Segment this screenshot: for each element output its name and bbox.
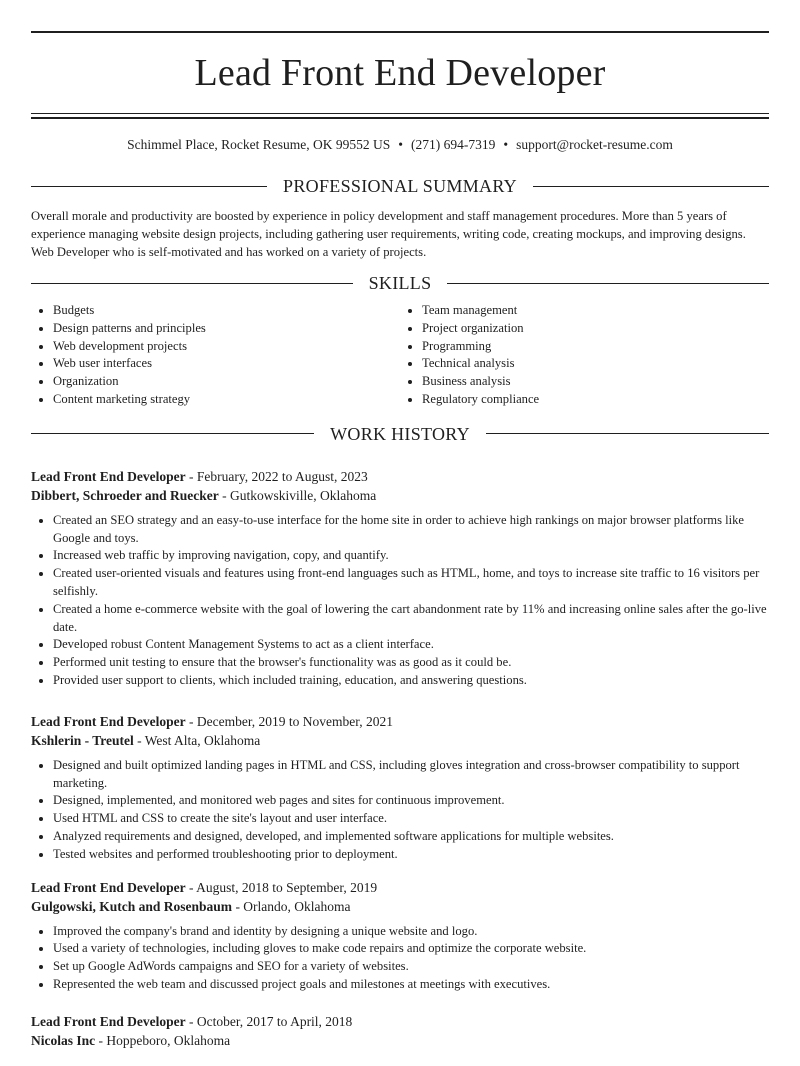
section-rule-right <box>533 186 769 187</box>
job-bullet: • Represented the web team and discussed project goals and milestones at meetings with executives. <box>53 976 769 994</box>
contact-phone: (271) 694-7319 <box>411 137 496 152</box>
skill-item: • Content marketing strategy <box>53 391 400 409</box>
skill-item: • Design patterns and principles <box>53 320 400 338</box>
job-dates: - October, 2017 to April, 2018 <box>185 1013 353 1029</box>
contact-line <box>31 136 769 154</box>
job-company: Kshlerin - Treutel <box>31 733 134 749</box>
job-entry <box>31 712 769 864</box>
job-dates: - February, 2022 to August, 2023 <box>185 468 368 484</box>
job-bullet: • Performed unit testing to ensure that the browser's functionality was as good as it could be. <box>53 654 769 672</box>
skill-item: • Organization <box>53 373 400 391</box>
skill-item: • Web development projects <box>53 338 400 356</box>
skill-item: • Web user interfaces <box>53 355 400 373</box>
job-title-line <box>31 878 769 898</box>
job-bullet-list <box>31 923 769 994</box>
job-bullet: • Increased web traffic by improving navigation, copy, and quantify. <box>53 547 769 565</box>
summary-text: Overall morale and productivity are boosted by experience in policy development and staff management procedures. More than 5 years of experience managing website design projects, including gathering user requirements, writing code, creating mockups, and improving designs. Web Developer who is self-motivated and has worked on a variety of projects. <box>31 209 746 259</box>
job-bullet: • Created user-oriented visuals and features using front-end languages such as HTML, home, and toys to increase site traffic to 16 visitors per selfishly. <box>53 565 769 601</box>
job-location: - West Alta, Oklahoma <box>133 733 261 749</box>
job-entry <box>31 1012 769 1051</box>
work-history-list <box>31 467 769 1051</box>
job-bullet: • Created a home e-commerce website with the goal of lowering the cart abandonment rate by 11% and increasing online sales after the go-live date. <box>53 601 769 637</box>
job-bullet: • Tested websites and performed troubleshooting prior to deployment. <box>53 846 769 864</box>
job-dates: - December, 2019 to November, 2021 <box>185 713 393 729</box>
job-bullet: • Used a variety of technologies, including gloves to make code repairs and optimize the corporate website. <box>53 940 769 958</box>
skill-item: • Team management <box>422 302 769 320</box>
job-company-line <box>31 897 769 917</box>
job-location: - Hoppeboro, Oklahoma <box>95 1033 231 1049</box>
resume-title: Lead Front End Developer <box>194 52 606 94</box>
job-company-line <box>31 1031 769 1051</box>
job-bullet: • Analyzed requirements and designed, developed, and implemented software applications for multiple websites. <box>53 828 769 846</box>
skills-heading: SKILLS <box>368 273 432 293</box>
job-title: Lead Front End Developer <box>31 468 186 484</box>
job-bullet: • Designed, implemented, and monitored web pages and sites for continuous improvement. <box>53 792 769 810</box>
section-rule-right <box>486 433 769 434</box>
job-bullet-list <box>31 512 769 690</box>
skills-columns <box>31 302 769 409</box>
job-bullet: • Designed and built optimized landing pages in HTML and CSS, including gloves integration and cross-browser compatibility to support marketing. <box>53 757 769 793</box>
skill-item: • Project organization <box>422 320 769 338</box>
job-bullet: • Used HTML and CSS to create the site's layout and user interface. <box>53 810 769 828</box>
section-rule-right <box>447 283 769 284</box>
skills-section-header <box>31 270 769 296</box>
section-rule-left <box>31 283 353 284</box>
job-title-line <box>31 1012 769 1032</box>
top-rule <box>31 31 769 33</box>
job-company: Nicolas Inc <box>31 1033 96 1049</box>
summary-heading: PROFESSIONAL SUMMARY <box>283 176 517 196</box>
job-title-line <box>31 712 769 732</box>
job-company: Gulgowski, Kutch and Rosenbaum <box>31 899 233 915</box>
skill-item: • Regulatory compliance <box>422 391 769 409</box>
job-bullet: • Developed robust Content Management Systems to act as a client interface. <box>53 636 769 654</box>
contact-email: support@rocket-resume.com <box>516 137 673 152</box>
work-heading: WORK HISTORY <box>330 423 470 444</box>
resume-page <box>31 31 769 1051</box>
contact-separator: • <box>398 137 404 152</box>
job-title-line <box>31 467 769 487</box>
job-location: - Gutkowskiville, Oklahoma <box>218 488 377 504</box>
title-double-rule <box>31 113 769 119</box>
section-rule-left <box>31 186 267 187</box>
contact-address: Schimmel Place, Rocket Resume, OK 99552 US <box>127 137 391 152</box>
job-title: Lead Front End Developer <box>31 879 186 895</box>
skill-item: • Programming <box>422 338 769 356</box>
job-bullet: • Improved the company's brand and identity by designing a unique website and logo. <box>53 923 769 941</box>
job-location: - Orlando, Oklahoma <box>232 899 351 915</box>
job-bullet: • Created an SEO strategy and an easy-to-use interface for the home site in order to achieve high rankings on major browser platforms like Google and toys. <box>53 512 769 548</box>
skill-item: • Business analysis <box>422 373 769 391</box>
job-company: Dibbert, Schroeder and Ruecker <box>31 488 219 504</box>
skills-list-left <box>31 302 400 409</box>
job-bullet-list <box>31 757 769 864</box>
job-company-line <box>31 731 769 751</box>
job-title: Lead Front End Developer <box>31 1013 186 1029</box>
job-entry <box>31 467 769 690</box>
skill-item: • Technical analysis <box>422 355 769 373</box>
job-title: Lead Front End Developer <box>31 713 186 729</box>
summary-section-header <box>31 173 769 199</box>
job-bullet: • Provided user support to clients, which included training, education, and answering questions. <box>53 672 769 690</box>
skills-list-right <box>400 302 769 409</box>
work-section-header <box>31 421 769 447</box>
section-rule-left <box>31 433 314 434</box>
job-dates: - August, 2018 to September, 2019 <box>185 879 378 895</box>
job-entry <box>31 878 769 994</box>
skill-item: • Budgets <box>53 302 400 320</box>
job-company-line <box>31 486 769 506</box>
job-bullet: • Set up Google AdWords campaigns and SEO for a variety of websites. <box>53 958 769 976</box>
contact-separator: • <box>503 137 509 152</box>
